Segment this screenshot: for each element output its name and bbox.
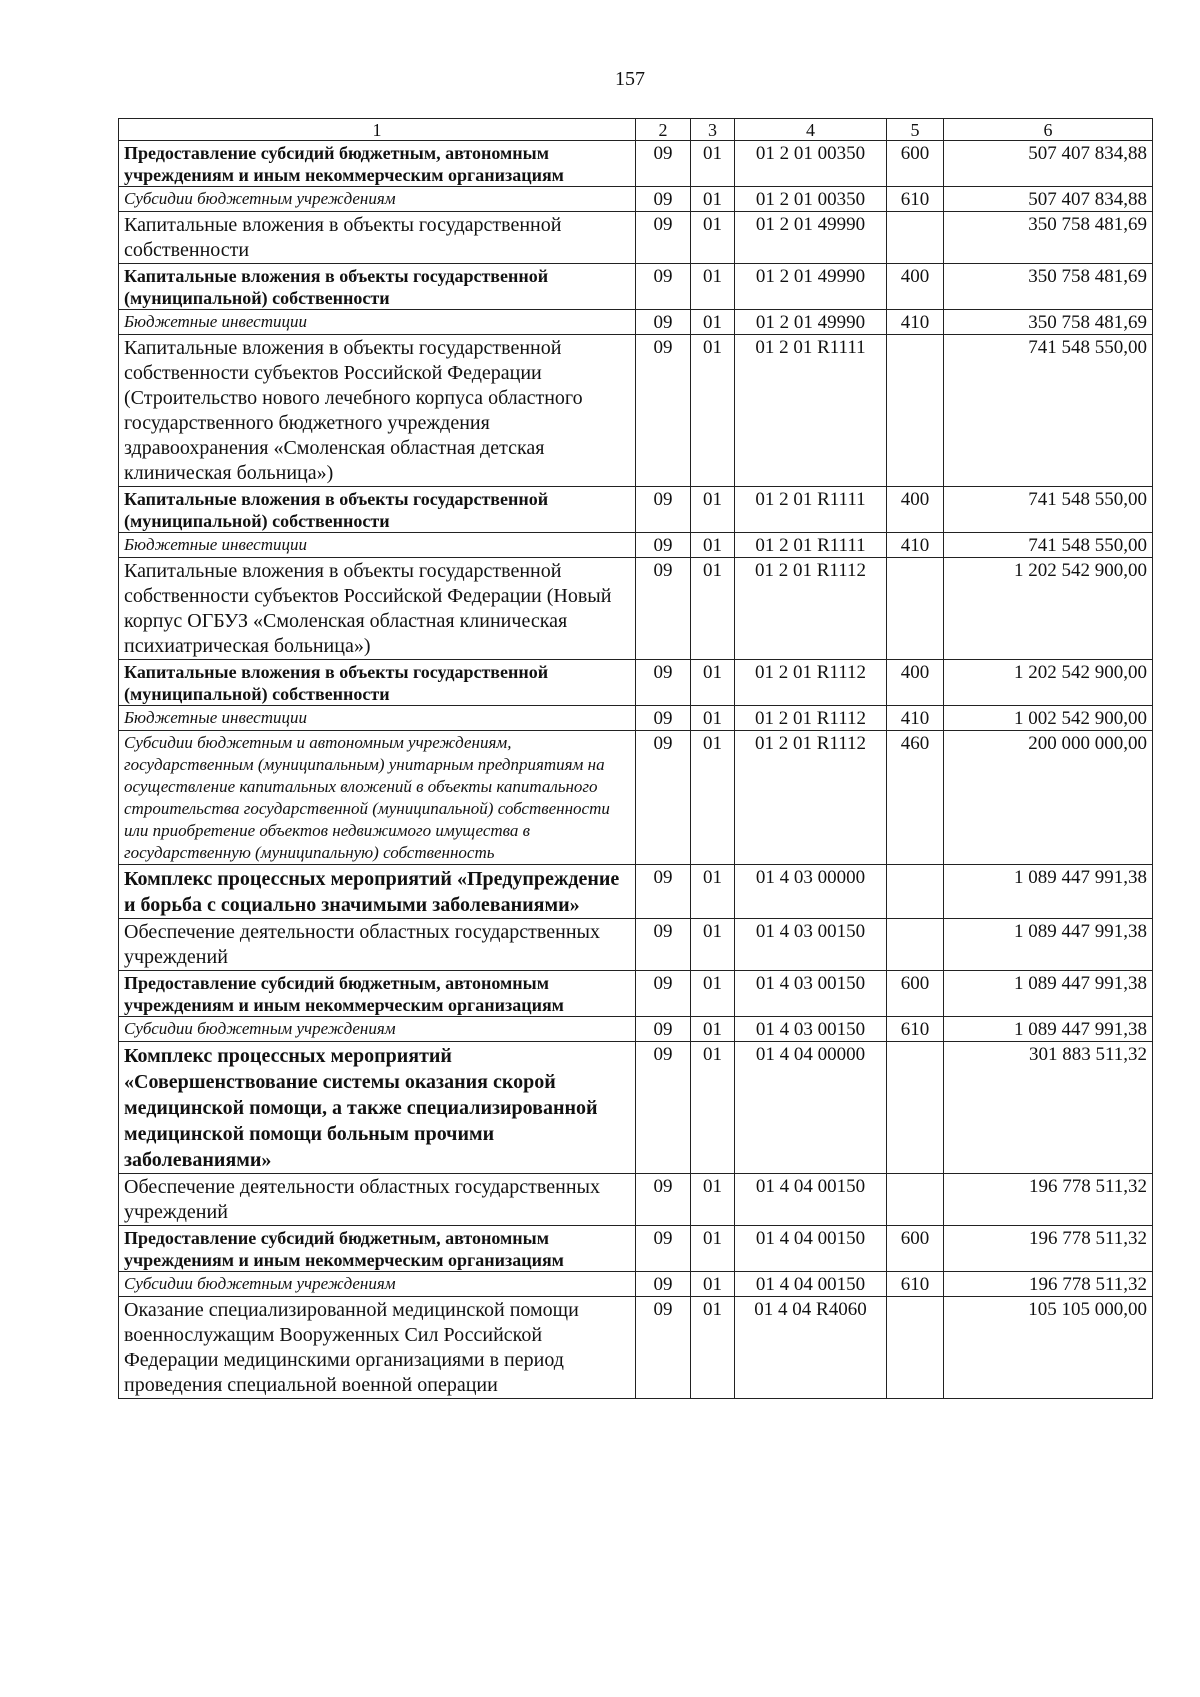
target-article: 01 2 01 R1111 bbox=[735, 335, 887, 487]
expense-type: 600 bbox=[887, 141, 944, 187]
table-row bbox=[119, 264, 1153, 310]
amount: 301 883 511,32 bbox=[944, 1042, 1153, 1174]
row-name: Капитальные вложения в объекты государственной собственности субъектов Российской Федерации (Новый корпус ОГБУЗ «Смоленская областная клиническая психиатрическая больница») bbox=[119, 558, 636, 660]
subsection-code: 01 bbox=[691, 533, 735, 558]
row-name: Обеспечение деятельности областных государственных учреждений bbox=[119, 919, 636, 971]
expense-type: 400 bbox=[887, 487, 944, 533]
row-name: Бюджетные инвестиции bbox=[119, 310, 636, 335]
target-article: 01 2 01 R1112 bbox=[735, 706, 887, 731]
amount: 196 778 511,32 bbox=[944, 1272, 1153, 1297]
expense-type: 410 bbox=[887, 706, 944, 731]
amount: 507 407 834,88 bbox=[944, 141, 1153, 187]
section-code: 09 bbox=[636, 1297, 691, 1399]
page-number: 157 bbox=[615, 68, 645, 90]
expense-type bbox=[887, 212, 944, 264]
expense-type bbox=[887, 558, 944, 660]
table-row bbox=[119, 1226, 1153, 1272]
table-row bbox=[119, 310, 1153, 335]
target-article: 01 4 04 00000 bbox=[735, 1042, 887, 1174]
row-name: Субсидии бюджетным учреждениям bbox=[119, 187, 636, 212]
amount: 1 002 542 900,00 bbox=[944, 706, 1153, 731]
amount: 196 778 511,32 bbox=[944, 1226, 1153, 1272]
expense-type bbox=[887, 1174, 944, 1226]
budget-table bbox=[118, 118, 1153, 1399]
row-name: Комплекс процессных мероприятий «Совершенствование системы оказания скорой медицинской помощи, а также специализированной медицинской помощи больным прочими заболеваниями» bbox=[119, 1042, 636, 1174]
expense-type: 400 bbox=[887, 264, 944, 310]
table-body bbox=[119, 141, 1153, 1399]
target-article: 01 4 03 00150 bbox=[735, 1017, 887, 1042]
row-name: Капитальные вложения в объекты государственной собственности субъектов Российской Федерации (Строительство нового лечебного корпуса областного государственного бюджетного учреждения здравоохранения «Смоленская областная детская клиническая больница») bbox=[119, 335, 636, 487]
amount: 741 548 550,00 bbox=[944, 487, 1153, 533]
section-code: 09 bbox=[636, 731, 691, 865]
subsection-code: 01 bbox=[691, 865, 735, 919]
table-row bbox=[119, 212, 1153, 264]
subsection-code: 01 bbox=[691, 1042, 735, 1174]
table-row bbox=[119, 1017, 1153, 1042]
section-code: 09 bbox=[636, 1226, 691, 1272]
table-row bbox=[119, 141, 1153, 187]
expense-type: 610 bbox=[887, 1272, 944, 1297]
amount: 105 105 000,00 bbox=[944, 1297, 1153, 1399]
table-row bbox=[119, 731, 1153, 865]
target-article: 01 2 01 R1112 bbox=[735, 731, 887, 865]
row-name: Предоставление субсидий бюджетным, автономным учреждениям и иным некоммерческим организациям bbox=[119, 1226, 636, 1272]
target-article: 01 2 01 R1111 bbox=[735, 533, 887, 558]
column-header: 3 bbox=[691, 119, 735, 141]
table-row bbox=[119, 1297, 1153, 1399]
subsection-code: 01 bbox=[691, 141, 735, 187]
target-article: 01 2 01 R1111 bbox=[735, 487, 887, 533]
target-article: 01 4 04 00150 bbox=[735, 1174, 887, 1226]
subsection-code: 01 bbox=[691, 212, 735, 264]
amount: 1 089 447 991,38 bbox=[944, 1017, 1153, 1042]
target-article: 01 4 04 00150 bbox=[735, 1272, 887, 1297]
expense-type: 610 bbox=[887, 187, 944, 212]
section-code: 09 bbox=[636, 971, 691, 1017]
table-row bbox=[119, 187, 1153, 212]
expense-type: 600 bbox=[887, 1226, 944, 1272]
section-code: 09 bbox=[636, 865, 691, 919]
subsection-code: 01 bbox=[691, 660, 735, 706]
section-code: 09 bbox=[636, 264, 691, 310]
section-code: 09 bbox=[636, 187, 691, 212]
table-row bbox=[119, 558, 1153, 660]
expense-type bbox=[887, 335, 944, 487]
target-article: 01 4 03 00000 bbox=[735, 865, 887, 919]
subsection-code: 01 bbox=[691, 1226, 735, 1272]
amount: 196 778 511,32 bbox=[944, 1174, 1153, 1226]
column-header: 2 bbox=[636, 119, 691, 141]
subsection-code: 01 bbox=[691, 706, 735, 731]
target-article: 01 2 01 00350 bbox=[735, 187, 887, 212]
table-row bbox=[119, 919, 1153, 971]
section-code: 09 bbox=[636, 706, 691, 731]
target-article: 01 4 04 00150 bbox=[735, 1226, 887, 1272]
row-name: Предоставление субсидий бюджетным, автономным учреждениям и иным некоммерческим организациям bbox=[119, 971, 636, 1017]
expense-type: 460 bbox=[887, 731, 944, 865]
table-row bbox=[119, 487, 1153, 533]
section-code: 09 bbox=[636, 1272, 691, 1297]
subsection-code: 01 bbox=[691, 919, 735, 971]
table-row bbox=[119, 1042, 1153, 1174]
target-article: 01 2 01 49990 bbox=[735, 212, 887, 264]
row-name: Обеспечение деятельности областных государственных учреждений bbox=[119, 1174, 636, 1226]
section-code: 09 bbox=[636, 558, 691, 660]
expense-type: 600 bbox=[887, 971, 944, 1017]
amount: 1 089 447 991,38 bbox=[944, 865, 1153, 919]
column-header: 4 bbox=[735, 119, 887, 141]
subsection-code: 01 bbox=[691, 558, 735, 660]
column-header: 1 bbox=[119, 119, 636, 141]
amount: 350 758 481,69 bbox=[944, 310, 1153, 335]
amount: 1 202 542 900,00 bbox=[944, 660, 1153, 706]
target-article: 01 4 04 R4060 bbox=[735, 1297, 887, 1399]
subsection-code: 01 bbox=[691, 1017, 735, 1042]
row-name: Бюджетные инвестиции bbox=[119, 706, 636, 731]
target-article: 01 2 01 00350 bbox=[735, 141, 887, 187]
subsection-code: 01 bbox=[691, 971, 735, 1017]
section-code: 09 bbox=[636, 212, 691, 264]
row-name: Капитальные вложения в объекты государственной (муниципальной) собственности bbox=[119, 264, 636, 310]
subsection-code: 01 bbox=[691, 264, 735, 310]
row-name: Субсидии бюджетным и автономным учреждениям, государственным (муниципальным) унитарным предприятиям на осуществление капитальных вложений в объекты капитального строительства государственной (муниципальной) собственности или приобретение объектов недвижимого имущества в государственную (муниципальную) собственность bbox=[119, 731, 636, 865]
section-code: 09 bbox=[636, 141, 691, 187]
column-header: 5 bbox=[887, 119, 944, 141]
row-name: Предоставление субсидий бюджетным, автономным учреждениям и иным некоммерческим организациям bbox=[119, 141, 636, 187]
amount: 1 089 447 991,38 bbox=[944, 971, 1153, 1017]
row-name: Комплекс процессных мероприятий «Предупреждение и борьба с социально значимыми заболеваниями» bbox=[119, 865, 636, 919]
expense-type bbox=[887, 1042, 944, 1174]
row-name: Капитальные вложения в объекты государственной (муниципальной) собственности bbox=[119, 487, 636, 533]
row-name: Субсидии бюджетным учреждениям bbox=[119, 1272, 636, 1297]
section-code: 09 bbox=[636, 335, 691, 487]
row-name: Бюджетные инвестиции bbox=[119, 533, 636, 558]
target-article: 01 2 01 49990 bbox=[735, 310, 887, 335]
amount: 507 407 834,88 bbox=[944, 187, 1153, 212]
amount: 741 548 550,00 bbox=[944, 533, 1153, 558]
row-name: Субсидии бюджетным учреждениям bbox=[119, 1017, 636, 1042]
target-article: 01 4 03 00150 bbox=[735, 919, 887, 971]
section-code: 09 bbox=[636, 1017, 691, 1042]
table-row bbox=[119, 1174, 1153, 1226]
subsection-code: 01 bbox=[691, 487, 735, 533]
expense-type bbox=[887, 1297, 944, 1399]
section-code: 09 bbox=[636, 310, 691, 335]
row-name: Оказание специализированной медицинской помощи военнослужащим Вооруженных Сил Российской Федерации медицинскими организациями в период проведения специальной военной операции bbox=[119, 1297, 636, 1399]
target-article: 01 2 01 49990 bbox=[735, 264, 887, 310]
target-article: 01 2 01 R1112 bbox=[735, 660, 887, 706]
amount: 350 758 481,69 bbox=[944, 264, 1153, 310]
subsection-code: 01 bbox=[691, 1297, 735, 1399]
table-row bbox=[119, 706, 1153, 731]
table-row bbox=[119, 335, 1153, 487]
subsection-code: 01 bbox=[691, 335, 735, 487]
section-code: 09 bbox=[636, 1042, 691, 1174]
amount: 1 202 542 900,00 bbox=[944, 558, 1153, 660]
table-row bbox=[119, 533, 1153, 558]
expense-type: 400 bbox=[887, 660, 944, 706]
row-name: Капитальные вложения в объекты государственной собственности bbox=[119, 212, 636, 264]
subsection-code: 01 bbox=[691, 310, 735, 335]
subsection-code: 01 bbox=[691, 187, 735, 212]
subsection-code: 01 bbox=[691, 731, 735, 865]
expense-type: 610 bbox=[887, 1017, 944, 1042]
column-header: 6 bbox=[944, 119, 1153, 141]
header-row bbox=[119, 119, 1153, 141]
target-article: 01 2 01 R1112 bbox=[735, 558, 887, 660]
expense-type bbox=[887, 919, 944, 971]
amount: 1 089 447 991,38 bbox=[944, 919, 1153, 971]
table-row bbox=[119, 1272, 1153, 1297]
amount: 200 000 000,00 bbox=[944, 731, 1153, 865]
table-row bbox=[119, 660, 1153, 706]
amount: 350 758 481,69 bbox=[944, 212, 1153, 264]
section-code: 09 bbox=[636, 660, 691, 706]
table-row bbox=[119, 865, 1153, 919]
section-code: 09 bbox=[636, 487, 691, 533]
section-code: 09 bbox=[636, 919, 691, 971]
amount: 741 548 550,00 bbox=[944, 335, 1153, 487]
subsection-code: 01 bbox=[691, 1272, 735, 1297]
expense-type bbox=[887, 865, 944, 919]
target-article: 01 4 03 00150 bbox=[735, 971, 887, 1017]
expense-type: 410 bbox=[887, 533, 944, 558]
section-code: 09 bbox=[636, 533, 691, 558]
section-code: 09 bbox=[636, 1174, 691, 1226]
table-row bbox=[119, 971, 1153, 1017]
row-name: Капитальные вложения в объекты государственной (муниципальной) собственности bbox=[119, 660, 636, 706]
expense-type: 410 bbox=[887, 310, 944, 335]
subsection-code: 01 bbox=[691, 1174, 735, 1226]
